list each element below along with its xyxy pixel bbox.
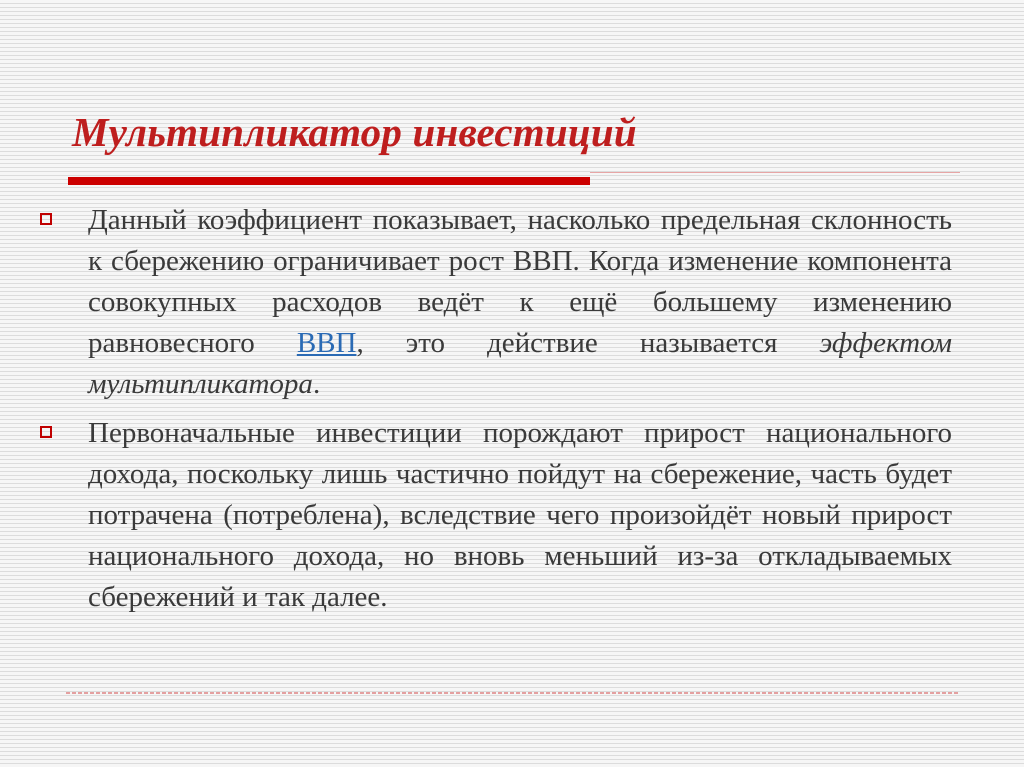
gdp-link[interactable]: ВВП: [296, 327, 357, 359]
slide-title: Мультипликатор инвестиций: [72, 109, 637, 155]
bullet-list: [40, 200, 952, 626]
bullet-text-part: .: [312, 368, 321, 400]
bullet-text: Первоначальные инвестиции порождают прирост национального дохода, поскольку лишь частично пойдут на сбережение, часть будет потрачена (потреблена), вследствие чего произойдёт новый прирост национального дохода, но вновь меньший из-за откладываемых сбережений и так далее.: [88, 417, 952, 613]
hollow-square-bullet-icon: [40, 213, 52, 225]
bullet-item: [40, 413, 952, 618]
title-underline-bar: [68, 177, 590, 185]
bullet-text: [88, 200, 952, 405]
hollow-square-bullet-icon: [40, 426, 52, 438]
footer-divider: [66, 692, 958, 694]
emphasis-term: эффектом мультипликатора: [88, 327, 952, 400]
bullet-item: [40, 200, 952, 405]
bullet-text-part: Данный коэффициент показывает, насколько предельная склонность к сбережению ограничивает рост ВВП. Когда изменение компонента совокупных расходов ведёт к ещё большему изменению равновесного: [88, 204, 952, 359]
bullet-text-part: , это действие называется: [356, 327, 820, 359]
title-underline-rule: [590, 172, 960, 173]
